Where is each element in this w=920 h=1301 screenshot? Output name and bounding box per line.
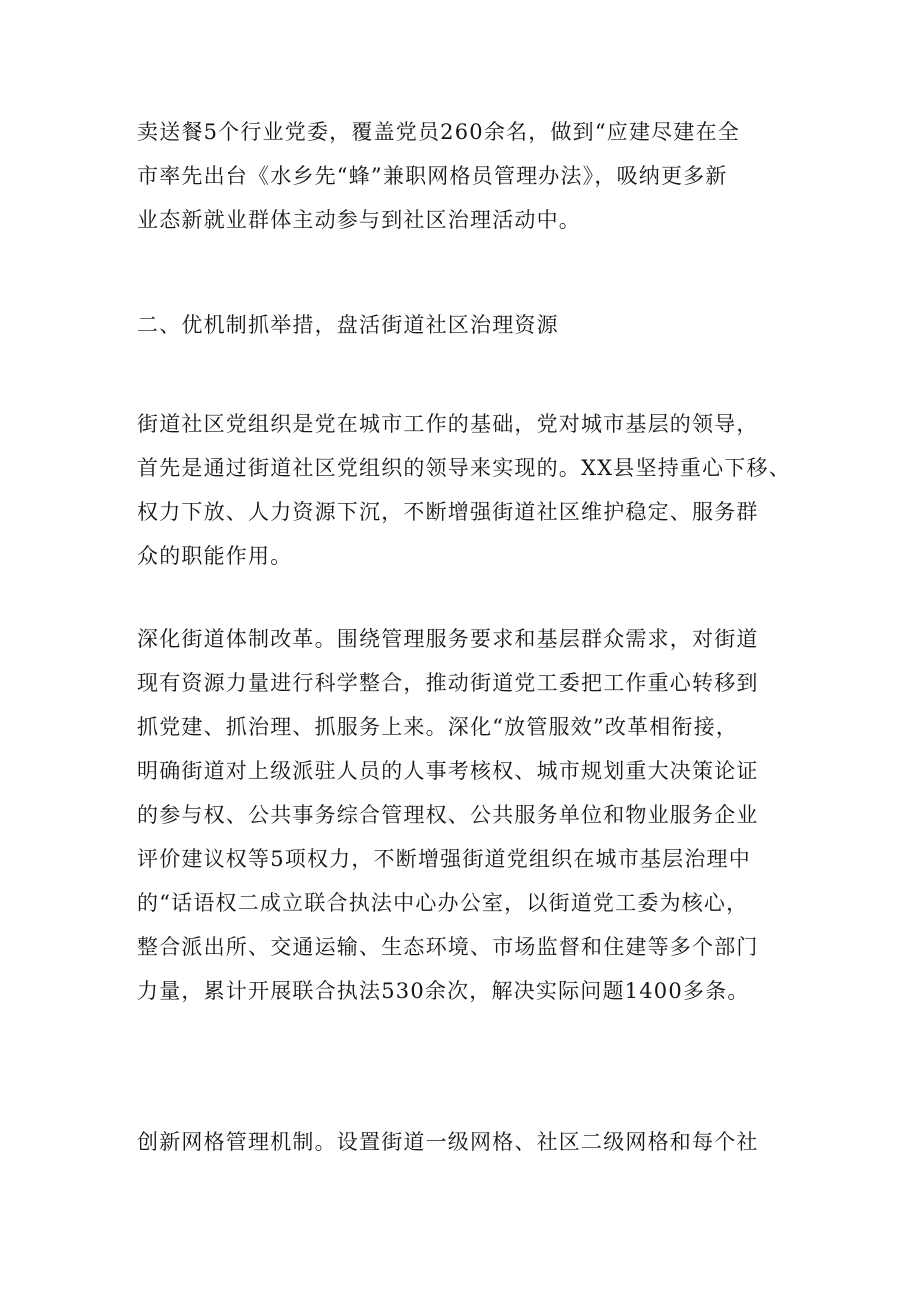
paragraph-industry-party-committees: [137, 110, 797, 242]
text-line: 明确街道对上级派驻人员的人事考核权、城市规划重大决策论证: [137, 759, 759, 783]
text-line: 抓党建、抓治理、抓服务上来。深化“放管服效”改革相衔接，: [137, 715, 739, 739]
text-line: 的参与权、公共事务综合管理权、公共服务单位和物业服务企业: [137, 803, 759, 827]
text-line: 现有资源力量进行科学整合，推动街道党工委把工作重心转移到: [137, 671, 759, 695]
text-line: 力量，累计开展联合执法530余次，解决实际问题1400多条。: [137, 979, 750, 1003]
text-line: 深化街道体制改革。围绕管理服务要求和基层群众需求，对街道: [137, 627, 759, 651]
text-line: 的“话语权二成立联合执法中心办公室，以街道党工委为核心，: [137, 891, 749, 915]
paragraph-grid-management: [137, 1120, 797, 1164]
text-line: 权力下放、人力资源下沉，不断增强街道社区维护稳定、服务群: [137, 500, 759, 524]
paragraph-street-system-reform: [137, 617, 797, 1013]
section-heading: [137, 303, 797, 347]
text-line: 众的职能作用。: [137, 544, 293, 568]
heading-line: 二、优机制抓举措，盘活街道社区治理资源: [137, 313, 559, 337]
text-line: 卖送餐5个行业党委，覆盖党员260余名，做到“应建尽建在全: [137, 120, 740, 144]
text-line: 创新网格管理机制。设置街道一级网格、社区二级网格和每个社: [137, 1130, 759, 1154]
text-line: 首先是通过街道社区党组织的领导来实现的。XX县坚持重心下移、: [137, 456, 791, 480]
text-line: 市率先出台《水乡先“蜂”兼职网格员管理办法》，吸纳更多新: [137, 164, 728, 188]
text-line: 整合派出所、交通运输、生态环境、市场监督和住建等多个部门: [137, 935, 759, 959]
text-line: 街道社区党组织是党在城市工作的基础，党对城市基层的领导，: [137, 412, 759, 436]
paragraph-street-community-party-org: [137, 402, 797, 578]
text-line: 业态新就业群体主动参与到社区治理活动中。: [137, 208, 581, 232]
text-line: 评价建议权等5项权力，不断增强街道党组织在城市基层治理中: [137, 847, 751, 871]
